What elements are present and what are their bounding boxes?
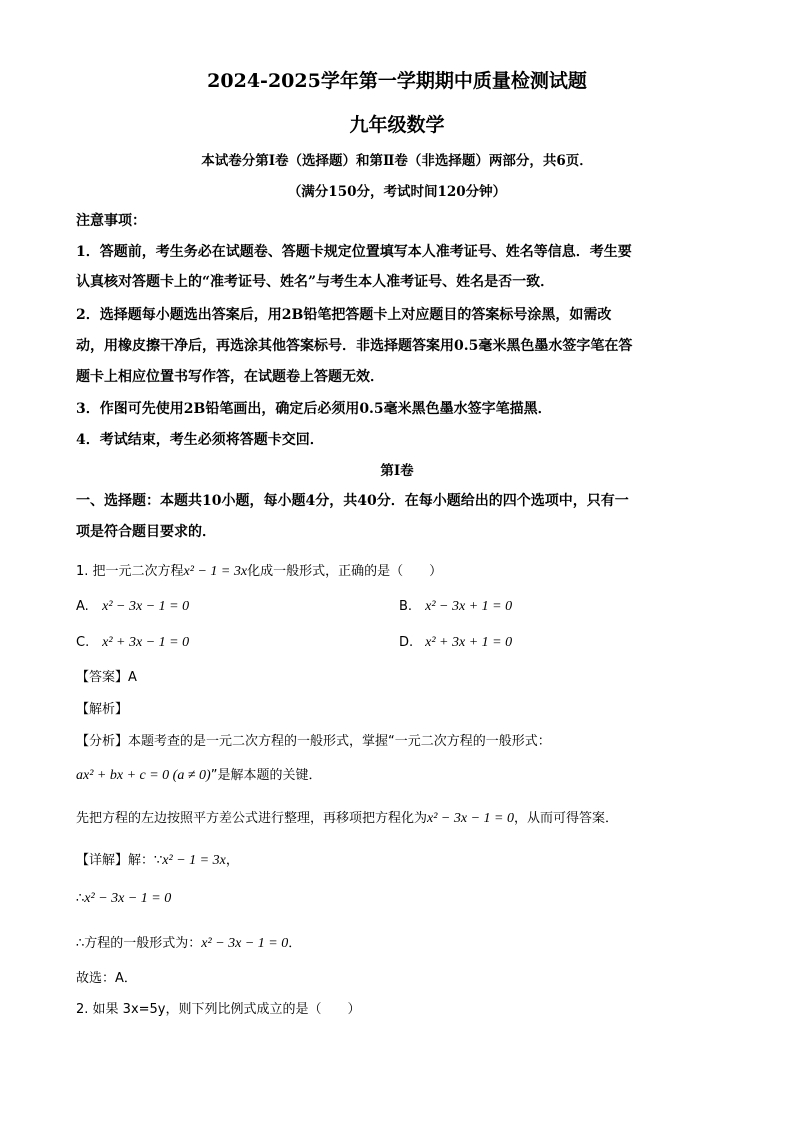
notice-heading: 注意事项： — [76, 213, 146, 229]
notice-line: 3．作图可先使用2B铅笔画出，确定后必须用0.5毫米黑色墨水签字笔描黑． — [76, 401, 552, 417]
section-heading-line1: 一、选择题：本题共10小题，每小题4分，共40分．在每小题给出的四个选项中，只有一 — [76, 493, 629, 509]
option-label: D. — [399, 635, 414, 650]
analysis-line-2-suffix: ”是解本题的关键． — [210, 768, 322, 783]
exam-info-line: 本试卷分第Ⅰ卷（选择题）和第Ⅱ卷（非选择题）两部分，共6页． — [201, 153, 593, 169]
analysis-line-3-prefix: 先把方程的左边按照平方差公式进行整理，再移项把方程化为 — [76, 811, 428, 826]
option-text: x² + 3x + 1 = 0 — [425, 635, 513, 650]
step-3-prefix: ∴方程的一般形式为： — [76, 936, 202, 951]
exam-subtitle: 九年级数学 — [349, 114, 445, 136]
notice-line: 1．答题前，考生务必在试题卷、答题卡规定位置填写本人准考证号、姓名等信息．考生要 — [76, 244, 632, 260]
question-1-prefix: 1. 把一元二次方程 — [76, 564, 184, 579]
option-label: B. — [399, 599, 413, 614]
notice-line: 认真核对答题卡上的“准考证号、姓名”与考生本人准考证号、姓名是否一致． — [76, 274, 555, 290]
option-d — [399, 635, 512, 651]
notice-line: 动，用橡皮擦干净后，再选涂其他答案标号．非选择题答案用0.5毫米黑色墨水签字笔在答 — [76, 338, 633, 354]
general-form-equation: ax² + bx + c = 0 (a ≠ 0) — [76, 768, 211, 783]
analysis-tag: 【解析】 — [76, 702, 129, 717]
option-label: A. — [76, 599, 89, 614]
step-3-line — [76, 932, 726, 952]
step-2-prefix: ∴ — [76, 891, 85, 906]
detail-equation: x² − 1 = 3x — [162, 853, 226, 868]
analysis-line-3 — [76, 807, 726, 827]
question-1-stem — [76, 560, 726, 580]
detail-suffix: ， — [225, 853, 239, 868]
option-a — [76, 599, 189, 615]
option-text: x² − 3x − 1 = 0 — [102, 599, 190, 614]
detail-line — [76, 849, 726, 869]
notice-line: 2．选择题每小题选出答案后，用2B铅笔把答题卡上对应题目的答案标号涂黑，如需改 — [76, 307, 612, 323]
step-3-suffix: ． — [288, 936, 302, 951]
option-c — [76, 635, 189, 651]
volume-heading: 第Ⅰ卷 — [380, 463, 414, 479]
step-3-equation: x² − 3x − 1 = 0 — [201, 936, 289, 951]
option-b — [399, 599, 512, 615]
analysis-line-2 — [76, 764, 726, 784]
notice-line: 4．考试结束，考生必须将答题卡交回． — [76, 432, 324, 448]
step-2-equation: x² − 3x − 1 = 0 — [84, 891, 172, 906]
exam-title: 2024-2025学年第一学期期中质量检测试题 — [207, 70, 587, 92]
option-label: C. — [76, 635, 90, 650]
option-text: x² − 3x + 1 = 0 — [425, 599, 513, 614]
detail-prefix: 【详解】解：∵ — [76, 853, 163, 868]
question-1-equation: x² − 1 = 3x — [183, 564, 248, 579]
step-2-line — [76, 891, 726, 907]
exam-score-line: （满分150分，考试时间120分钟） — [287, 184, 507, 200]
analysis-line-3-equation: x² − 3x − 1 = 0 — [427, 811, 514, 826]
answer-line: 【答案】A — [76, 670, 137, 685]
question-1-suffix: 化成一般形式，正确的是（ ） — [247, 564, 443, 579]
notice-line: 题卡上相应位置书写作答，在试题卷上答题无效． — [76, 369, 384, 385]
option-text: x² + 3x − 1 = 0 — [102, 635, 190, 650]
analysis-line-1: 【分析】本题考查的是一元二次方程的一般形式，掌握“一元二次方程的一般形式： — [76, 734, 551, 749]
choose-line: 故选：A． — [76, 971, 137, 986]
section-heading-line2: 项是符合题目要求的． — [76, 524, 216, 540]
question-2-stem: 2. 如果 3x=5y，则下列比例式成立的是（ ） — [76, 1002, 361, 1017]
analysis-line-3-suffix: ，从而可得答案． — [513, 811, 618, 826]
